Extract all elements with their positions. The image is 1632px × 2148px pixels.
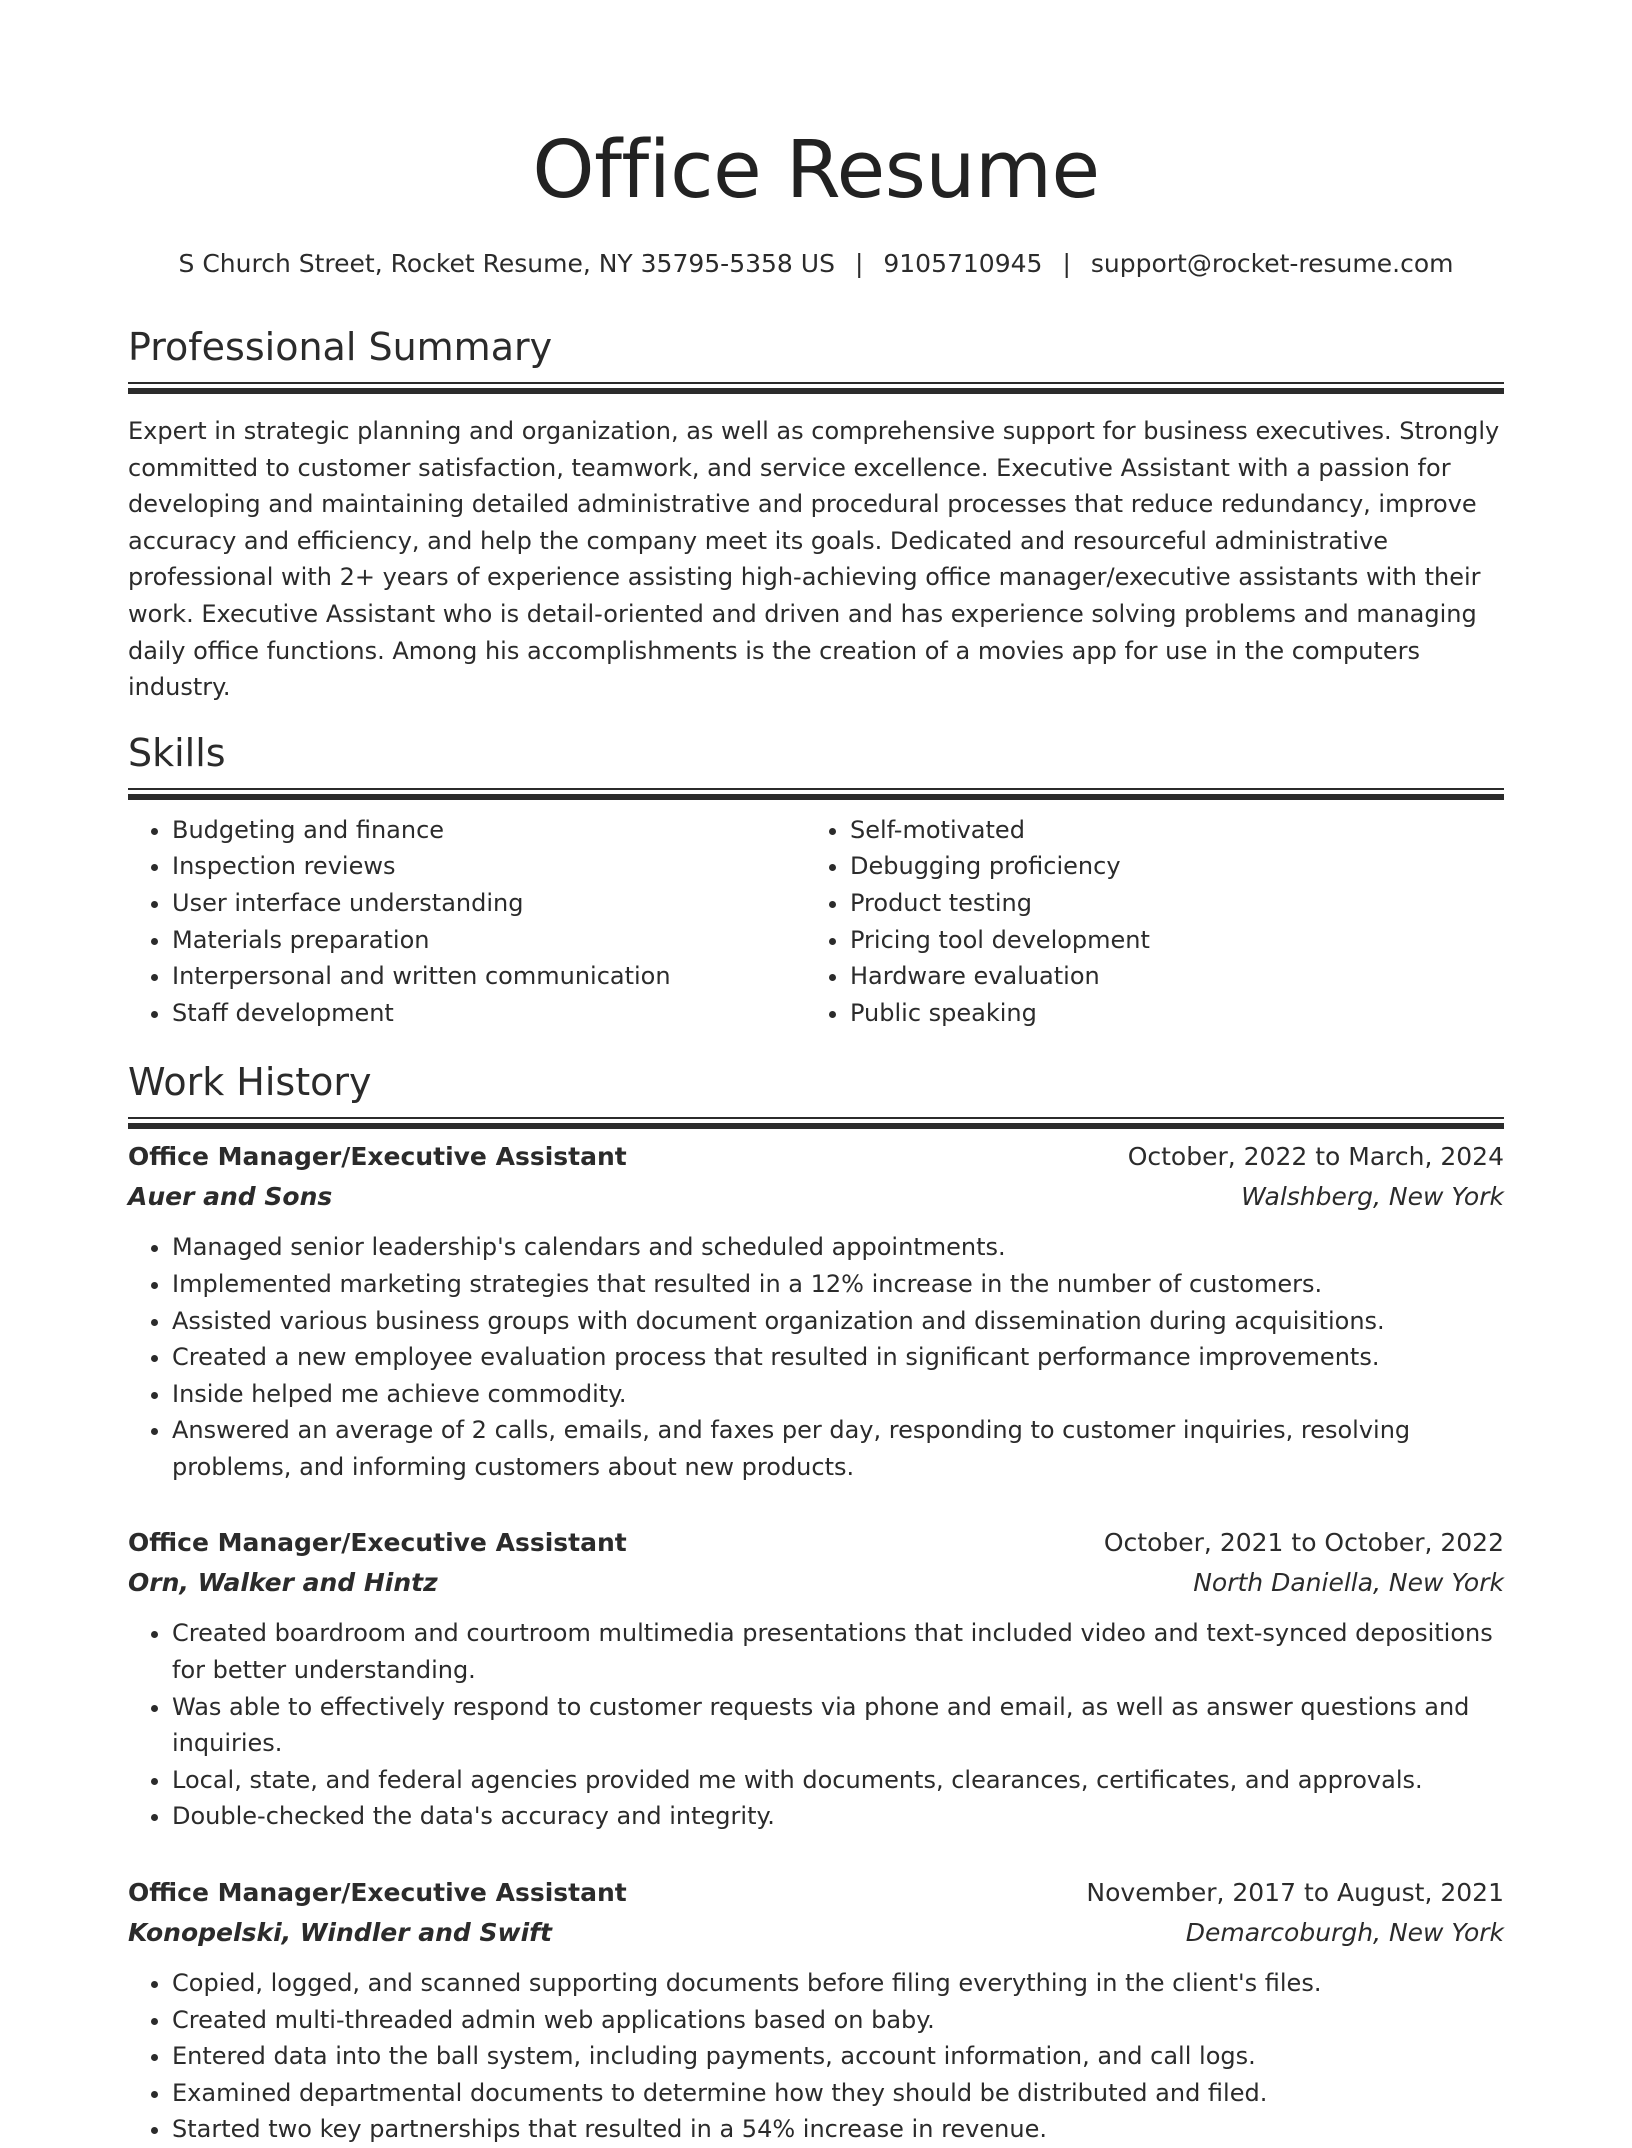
skill-item: • Pricing tool development [850, 922, 1484, 959]
skills-section [128, 728, 1504, 1032]
job-bullets [128, 1615, 1504, 1835]
job-bullet: • Double-checked the data's accuracy and integrity. [172, 1798, 1504, 1835]
skill-item: • Budgeting and finance [172, 812, 806, 849]
job-bullet: • Created a new employee evaluation process that resulted in significant performance improvements. [172, 1339, 1504, 1376]
skill-item: • Self-motivated [850, 812, 1484, 849]
job-bullet: • Implemented marketing strategies that resulted in a 12% increase in the number of customers. [172, 1266, 1504, 1303]
job-company: Orn, Walker and Hintz [128, 1568, 438, 1598]
skill-item: • User interface understanding [172, 885, 806, 922]
job-dates: October, 2022 to March, 2024 [1127, 1142, 1504, 1172]
job-header-row [128, 1523, 1504, 1563]
contact-email: support@rocket-resume.com [1090, 249, 1454, 278]
job-title: Office Manager/Executive Assistant [128, 1528, 627, 1558]
job-location: Demarcoburgh, New York [1185, 1918, 1504, 1948]
job-title: Office Manager/Executive Assistant [128, 1142, 627, 1172]
job-company-row [128, 1177, 1504, 1217]
job-bullet: • Was able to effectively respond to customer requests via phone and email, as well as answer questions and inquiries. [172, 1689, 1504, 1762]
contact-phone: 9105710945 [883, 249, 1043, 278]
job-header-row [128, 1873, 1504, 1913]
section-title-work: Work History [128, 1060, 372, 1105]
skill-item: • Staff development [172, 995, 806, 1032]
skill-item: • Debugging proficiency [850, 848, 1484, 885]
resume-name: Office Resume [532, 124, 1100, 216]
job-entry [128, 1523, 1504, 1835]
job-bullet: • Entered data into the ball system, including payments, account information, and call logs. [172, 2038, 1504, 2075]
skill-item: • Public speaking [850, 995, 1484, 1032]
job-bullet: • Started two key partnerships that resulted in a 54% increase in revenue. [172, 2111, 1504, 2148]
summary-text: Expert in strategic planning and organization, as well as comprehensive support for business executives. Strongly committed to customer satisfaction, teamwork, and service excellence. Executive Assistant with a passion for developing and maintaining detailed administrative and procedural processes that reduce redundancy, improve accuracy and efficiency, and help the company meet its goals. Dedicated and resourceful administrative professional with 2+ years of experience assisting high-achieving office manager/executive assistants with their work. Executive Assistant who is detail-oriented and driven and has experience solving problems and managing daily office functions. Among his accomplishments is the creation of a movies app for use in the computers industry. [128, 417, 1500, 702]
job-bullet: • Inside helped me achieve commodity. [172, 1376, 1504, 1413]
contact-address: S Church Street, Rocket Resume, NY 35795-5358 US [178, 249, 835, 278]
skill-item: • Hardware evaluation [850, 958, 1484, 995]
resume-page [128, 0, 1504, 2148]
job-company: Auer and Sons [128, 1182, 333, 1212]
job-bullet: • Copied, logged, and scanned supporting documents before filing everything in the client's files. [172, 1965, 1504, 2002]
skill-item: • Interpersonal and written communication [172, 958, 806, 995]
job-location: North Daniella, New York [1193, 1568, 1504, 1598]
job-entry [128, 1873, 1504, 2148]
job-title: Office Manager/Executive Assistant [128, 1878, 627, 1908]
job-bullets [128, 1229, 1504, 1485]
section-divider [128, 382, 1504, 384]
contact-separator: | [854, 249, 864, 278]
section-divider [128, 1117, 1504, 1119]
skills-columns [128, 812, 1504, 1032]
professional-summary-section [128, 322, 1504, 706]
job-dates: November, 2017 to August, 2021 [1086, 1878, 1504, 1908]
job-bullet: • Examined departmental documents to determine how they should be distributed and filed. [172, 2075, 1504, 2112]
job-bullet: • Managed senior leadership's calendars and scheduled appointments. [172, 1229, 1504, 1266]
job-bullet: • Created multi-threaded admin web applications based on baby. [172, 2002, 1504, 2039]
section-title-summary: Professional Summary [128, 325, 553, 369]
job-company-row [128, 1563, 1504, 1603]
job-bullets [128, 1965, 1504, 2148]
skill-item: • Materials preparation [172, 922, 806, 959]
job-dates: October, 2021 to October, 2022 [1103, 1528, 1504, 1558]
skills-list-right [806, 812, 1484, 1032]
job-bullet: • Assisted various business groups with document organization and dissemination during acquisitions. [172, 1303, 1504, 1340]
job-bullet: • Created boardroom and courtroom multimedia presentations that included video and text-synced depositions for better understanding. [172, 1615, 1504, 1688]
contact-line [128, 246, 1504, 282]
job-entry [128, 1137, 1504, 1485]
job-bullet: • Answered an average of 2 calls, emails, and faxes per day, responding to customer inquiries, resolving problems, and informing customers about new products. [172, 1412, 1504, 1485]
section-divider [128, 788, 1504, 790]
skill-item: • Product testing [850, 885, 1484, 922]
job-company-row [128, 1913, 1504, 1953]
contact-separator: | [1062, 249, 1071, 278]
job-header-row [128, 1137, 1504, 1177]
skills-list-left [128, 812, 806, 1032]
job-location: Walshberg, New York [1241, 1182, 1504, 1212]
skill-item: • Inspection reviews [172, 848, 806, 885]
work-history-section [128, 1057, 1504, 2148]
job-bullet: • Local, state, and federal agencies provided me with documents, clearances, certificates, and approvals. [172, 1762, 1504, 1799]
job-company: Konopelski, Windler and Swift [128, 1918, 553, 1948]
section-title-skills: Skills [128, 730, 226, 775]
